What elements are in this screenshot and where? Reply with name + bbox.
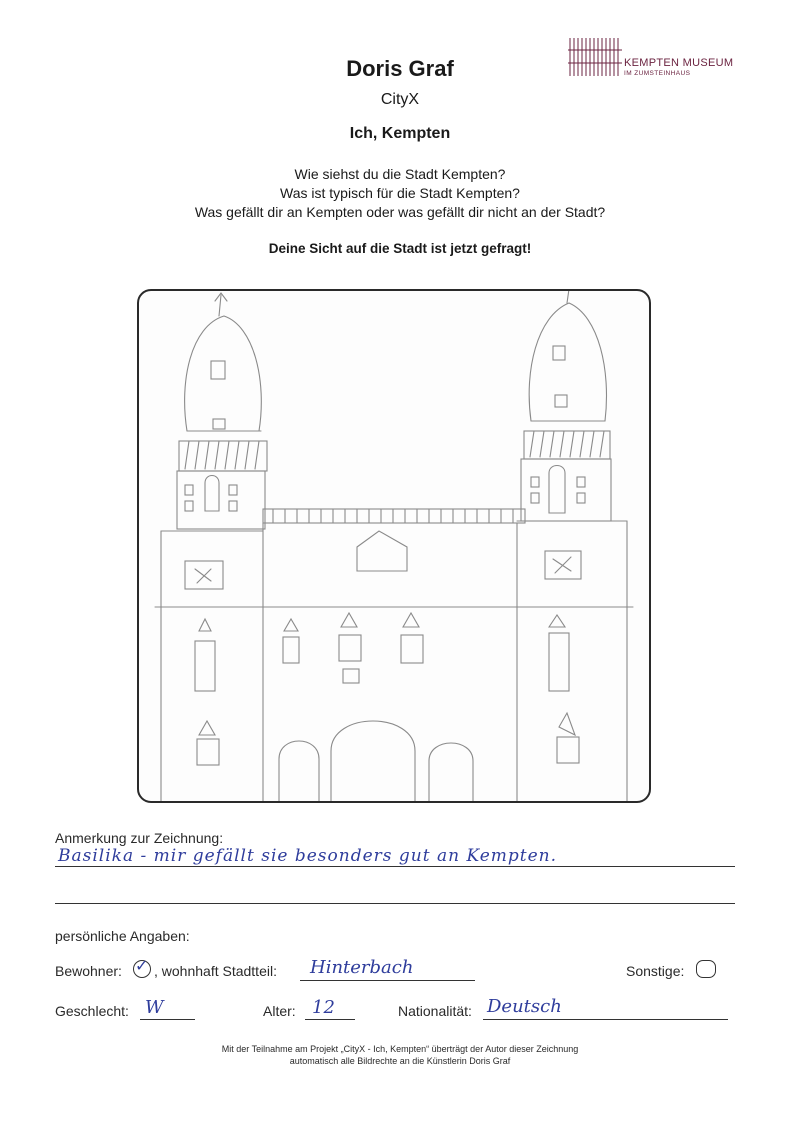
annotation-line-2 xyxy=(55,903,735,904)
personal-info-label: persönliche Angaben: xyxy=(55,928,190,944)
logo-title: KEMPTEN MUSEUM xyxy=(624,57,734,69)
project-theme: Ich, Kempten xyxy=(349,125,451,142)
drawing-frame xyxy=(137,289,651,803)
resident-label: Bewohner: xyxy=(55,963,122,979)
resident-check-icon: ✓ xyxy=(135,956,149,975)
annotation-value[interactable]: Basilika - mir gefällt sie besonders gut an Kempten. xyxy=(58,846,557,866)
church-sketch xyxy=(139,291,649,801)
project-name: CityX xyxy=(380,91,420,108)
question-3: Was gefällt dir an Kempten oder was gefällt dir nicht an der Stadt? xyxy=(194,204,606,220)
footer-line-2: automatisch alle Bildrechte an die Künstlerin Doris Graf xyxy=(289,1056,511,1066)
district-label: , wohnhaft Stadtteil: xyxy=(154,963,277,979)
question-1: Wie siehst du die Stadt Kempten? xyxy=(294,166,506,182)
other-label: Sonstige: xyxy=(626,963,685,979)
district-value[interactable]: Hinterbach xyxy=(310,957,414,978)
age-value[interactable]: 12 xyxy=(312,997,335,1018)
gender-label: Geschlecht: xyxy=(55,1003,129,1019)
author-name: Doris Graf xyxy=(346,56,454,81)
gender-line xyxy=(140,1019,195,1020)
age-line xyxy=(305,1019,355,1020)
question-2: Was ist typisch für die Stadt Kempten? xyxy=(280,185,520,201)
annotation-line-1 xyxy=(55,866,735,867)
gender-value[interactable]: W xyxy=(145,997,164,1018)
district-line xyxy=(300,980,475,981)
age-label: Alter: xyxy=(263,1003,296,1019)
nationality-value[interactable]: Deutsch xyxy=(487,996,562,1017)
footer-line-1: Mit der Teilnahme am Projekt „CityX - Ich, Kempten“ überträgt der Autor dieser Zeichnung xyxy=(221,1044,579,1054)
logo-subtitle: IM ZUMSTEINHAUS xyxy=(624,70,691,77)
other-checkbox[interactable] xyxy=(696,960,716,978)
annotation-label: Anmerkung zur Zeichnung: xyxy=(55,830,224,846)
nationality-label: Nationalität: xyxy=(398,1003,472,1019)
call-to-action: Deine Sicht auf die Stadt ist jetzt gefragt! xyxy=(268,241,532,256)
nationality-line xyxy=(483,1019,728,1020)
